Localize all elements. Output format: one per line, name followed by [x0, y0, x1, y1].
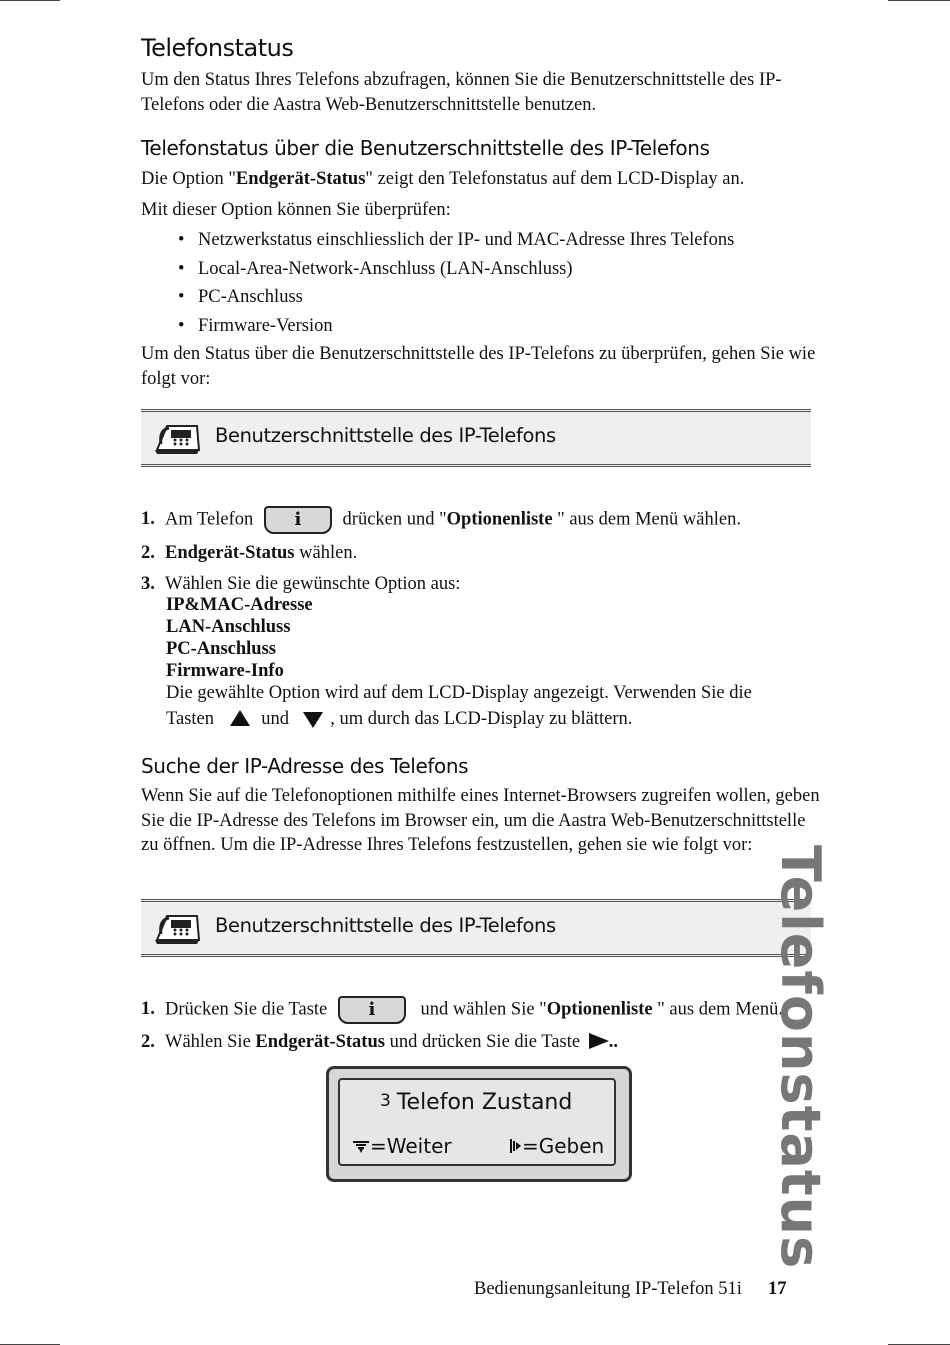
banner-label: Benutzerschnittstelle des IP-Telefons	[215, 424, 556, 447]
list-item: • Firmware-Version	[178, 314, 734, 343]
check-paragraph: Mit dieser Option können Sie überprüfen:	[141, 200, 451, 220]
page-footer	[474, 1279, 786, 1300]
page-title: Telefonstatus	[141, 34, 294, 62]
info-key-icon: i	[264, 506, 332, 534]
footer-text: Bedienungsanleitung IP-Telefon 51i	[474, 1279, 742, 1299]
list-item: LAN-Anschluss	[166, 617, 291, 637]
option-list	[166, 594, 313, 682]
intro-paragraph: Um den Status Ihres Telefons abzufragen, können Sie die Benutzerschnittstelle des IP-Telefons oder die Aastra Web-Benutzerschnittstelle benutzen.	[141, 70, 782, 115]
list-item: • PC-Anschluss	[178, 285, 734, 314]
list-item: PC-Anschluss	[166, 639, 276, 659]
lcd-line-1: 3 Telefon Zustand	[380, 1090, 573, 1115]
info-key-icon: i	[338, 996, 406, 1024]
option-paragraph: Die Option "Endgerät-Status" zeigt den Telefonstatus auf dem LCD-Display an.	[141, 169, 745, 189]
step-3-note: Die gewählte Option wird auf dem LCD-Display angezeigt. Verwenden Sie die	[166, 683, 752, 703]
lcd-display	[326, 1066, 632, 1182]
step-1: 1. Am Telefon i drücken und "Optionenliste " aus dem Menü wählen.	[141, 506, 741, 534]
list-item: • Netzwerkstatus einschliesslich der IP- und MAC-Adresse Ihres Telefons	[178, 228, 734, 257]
right-arrow-icon	[589, 1032, 609, 1050]
banner-label: Benutzerschnittstelle des IP-Telefons	[215, 914, 556, 937]
lcd-next-label: =Weiter	[352, 1134, 452, 1158]
lcd-enter-label: =Geben	[510, 1134, 604, 1158]
step-2: 2. Endgerät-Status wählen.	[141, 543, 358, 563]
step-1: 1. Drücken Sie die Taste i und wählen Sie "Optionenliste " aus dem Menü.	[141, 996, 783, 1024]
step-2: 2. Wählen Sie Endgerät-Status und drücken Sie die Taste ..	[141, 1032, 618, 1052]
page-number: 17	[767, 1279, 787, 1299]
phone-icon	[153, 910, 203, 946]
side-chapter-title: Telefonstatus	[769, 845, 832, 1270]
step-3: 3. Wählen Sie die gewünschte Option aus:	[141, 574, 461, 594]
list-item: IP&MAC-Adresse	[166, 595, 313, 615]
crop-mark	[0, 0, 60, 1]
section-heading: Telefonstatus über die Benutzerschnittstelle des IP-Telefons	[141, 136, 710, 160]
phone-icon	[153, 420, 203, 456]
list-item: • Local-Area-Network-Anschluss (LAN-Anschluss)	[178, 257, 734, 286]
ip-phone-ui-banner	[141, 899, 811, 957]
up-arrow-icon	[229, 710, 251, 726]
procedure-paragraph: Um den Status über die Benutzerschnittstelle des IP-Telefons zu überprüfen, gehen Sie wie folgt vor:	[141, 344, 816, 389]
step-3-note-keys: Tasten und , um durch das LCD-Display zu blättern.	[166, 709, 633, 729]
down-arrow-icon	[302, 712, 324, 728]
section-heading: Suche der IP-Adresse des Telefons	[141, 754, 469, 778]
right-nav-icon	[510, 1137, 522, 1155]
list-item: Firmware-Info	[166, 661, 284, 681]
ip-address-paragraph: Wenn Sie auf die Telefonoptionen mithilfe eines Internet-Browsers zugreifen wollen, geben Sie die IP-Adresse des Telefons im Browser ein, um die Aastra Web-Benutzerschnittstelle zu öffnen. Um die IP-Adresse Ihres Telefons festzustellen, gehen sie wie folgt vor:	[141, 786, 820, 855]
crop-mark	[888, 0, 950, 1]
ip-phone-ui-banner	[141, 409, 811, 467]
status-list	[178, 228, 734, 342]
down-nav-icon	[352, 1140, 370, 1154]
